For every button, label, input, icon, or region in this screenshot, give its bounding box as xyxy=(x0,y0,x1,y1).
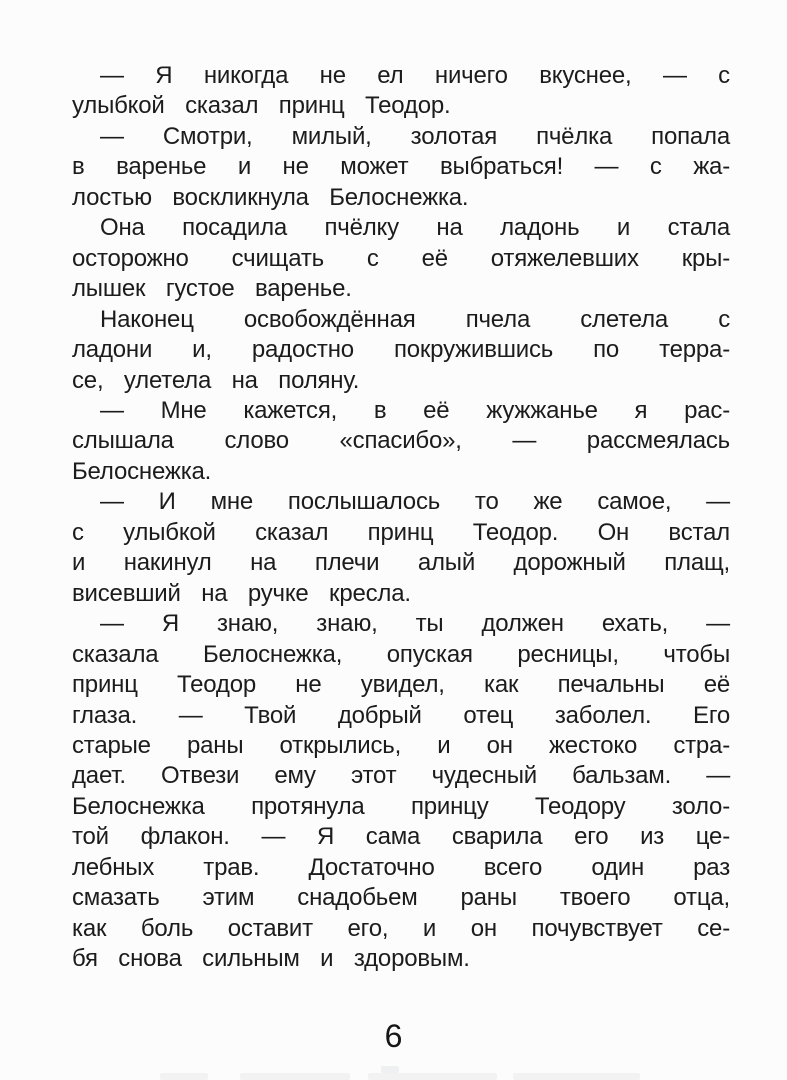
next-page-text-shadow xyxy=(513,1073,640,1080)
page-number: 6 xyxy=(384,1018,403,1054)
next-page-text-shadow xyxy=(381,1066,399,1073)
text-line: с улыбкой сказал принц Теодор. Он встал xyxy=(72,518,730,546)
text-line: — И мне послышалось то же самое, — xyxy=(100,488,730,516)
text-line: старые раны открылись, и он жестоко стра- xyxy=(72,731,730,759)
text-line: Белоснежка протянула принцу Теодору золо- xyxy=(72,792,730,820)
text-line: той флакон. — Я сама сварила его из це- xyxy=(72,823,730,851)
text-line: сказала Белоснежка, опуская ресницы, чтобы xyxy=(72,640,730,668)
paragraph xyxy=(72,305,730,396)
text-line: — Я никогда не ел ничего вкуснее, — с xyxy=(100,62,730,89)
next-page-text-shadow xyxy=(160,1073,208,1080)
text-line: лостью воскликнула Белоснежка. xyxy=(72,183,469,211)
text-line: дает. Отвези ему этот чудесный бальзам. — xyxy=(72,762,730,790)
text-line: ладони и, радостно покружившись по терра- xyxy=(72,336,730,364)
text-line: бя снова сильным и здоровым. xyxy=(72,945,470,973)
next-page-text-shadow xyxy=(240,1073,350,1080)
text-line: слышала слово «спасибо», — рассмеялась xyxy=(72,427,730,455)
text-line: в варенье и не может выбраться! — с жа- xyxy=(72,153,730,181)
text-line: лебных трав. Достаточно всего один раз xyxy=(72,853,730,881)
text-line: принц Теодор не увидел, как печальны её xyxy=(72,671,730,699)
text-line: Белоснежка. xyxy=(72,457,212,485)
paragraph xyxy=(72,122,730,213)
text-line: — Я знаю, знаю, ты должен ехать, — xyxy=(100,610,730,638)
paragraph xyxy=(72,213,730,304)
story-text xyxy=(72,61,730,975)
text-line: — Смотри, милый, золотая пчёлка попала xyxy=(100,122,730,150)
text-line: Она посадила пчёлку на ладонь и стала xyxy=(100,214,730,242)
text-line: улыбкой сказал принц Теодор. xyxy=(72,92,451,120)
paragraph xyxy=(72,61,730,122)
text-line: Наконец освобождённая пчела слетела с xyxy=(100,305,730,333)
text-line: лышек густое варенье. xyxy=(72,275,352,303)
text-line: висевший на ручке кресла. xyxy=(72,579,411,607)
paragraph xyxy=(72,609,730,974)
text-line: осторожно счищать с её отяжелевших кры- xyxy=(72,244,730,272)
text-line: глаза. — Твой добрый отец заболел. Его xyxy=(72,701,730,729)
text-line: как боль оставит его, и он почувствует се- xyxy=(72,914,730,942)
paragraph xyxy=(72,396,730,487)
next-page-text-shadow xyxy=(368,1073,497,1080)
text-line: и накинул на плечи алый дорожный плащ, xyxy=(72,549,730,577)
paragraph xyxy=(72,487,730,609)
text-line: се, улетела на поляну. xyxy=(72,366,360,394)
text-line: — Мне кажется, в её жужжанье я рас- xyxy=(100,396,730,424)
text-line: смазать этим снадобьем раны твоего отца, xyxy=(72,884,730,912)
